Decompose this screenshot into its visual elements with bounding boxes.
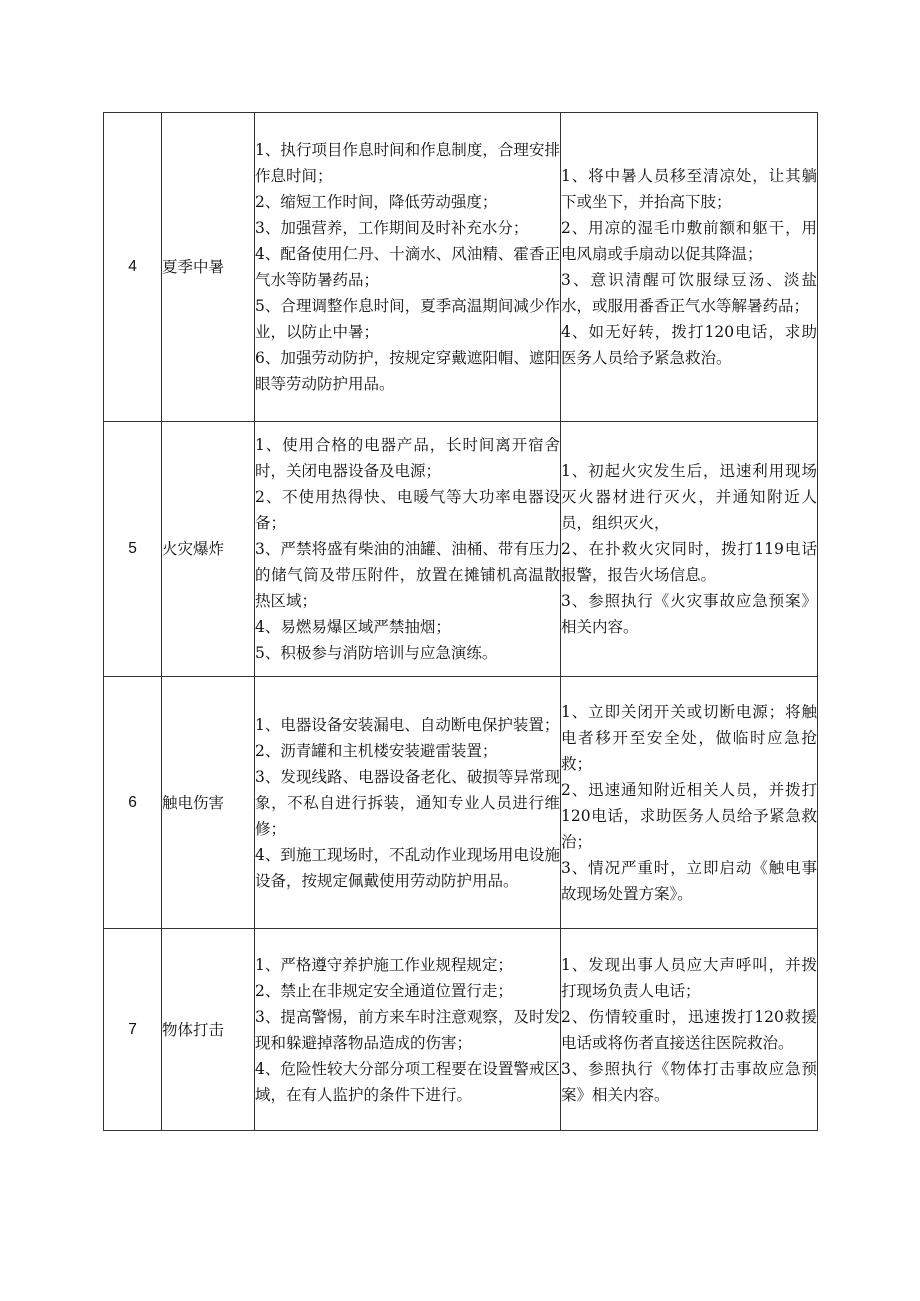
measure-item: 1、使用合格的电器产品，长时间离开宿舍时，关闭电器设备及电源； <box>255 436 560 480</box>
measure-item: 2、不使用热得快、电暖气等大功率电器设备； <box>255 488 560 532</box>
response-item: 3、参照执行《火灾事故应急预案》相关内容。 <box>561 592 817 636</box>
preventive-measures <box>255 113 561 422</box>
emergency-response <box>561 422 818 677</box>
row-number: 7 <box>104 929 162 1131</box>
measure-item: 4、危险性较大分部分项工程要在设置警戒区域，在有人监护的条件下进行。 <box>255 1059 560 1104</box>
measure-item: 1、执行项目作息时间和作息制度，合理安排作息时间； <box>255 141 560 185</box>
measure-item: 5、合理调整作息时间，夏季高温期间减少作业，以防止中暑； <box>255 297 560 341</box>
hazard-name: 物体打击 <box>162 929 255 1131</box>
measure-item: 1、电器设备安装漏电、自动断电保护装置； <box>255 715 560 734</box>
emergency-response <box>561 113 818 422</box>
measure-item: 3、加强营养，工作期间及时补充水分； <box>255 219 529 237</box>
response-item: 3、意识清醒可饮服绿豆汤、淡盐水，或服用番香正气水等解暑药品； <box>561 271 817 315</box>
row-number: 4 <box>104 113 162 422</box>
emergency-response <box>561 677 818 929</box>
measure-item: 1、严格遵守养护施工作业规程规定； <box>255 955 513 974</box>
preventive-measures <box>255 677 561 929</box>
response-item: 1、立即关闭开关或切断电源；将触电者移开至安全处，做临时应急抢救； <box>561 702 817 773</box>
table-row <box>104 422 818 677</box>
emergency-response <box>561 929 818 1131</box>
measure-item: 2、禁止在非规定安全通道位置行走； <box>255 981 513 1000</box>
row-number: 6 <box>104 677 162 929</box>
response-item: 3、情况严重时，立即启动《触电事故现场处置方案》。 <box>561 858 817 903</box>
table-row <box>104 113 818 422</box>
hazard-table <box>103 112 818 1131</box>
measure-item: 5、积极参与消防培训与应急演练。 <box>255 644 498 662</box>
response-item: 1、将中暑人员移至清凉处，让其躺下或坐下，并抬高下肢； <box>561 167 817 211</box>
preventive-measures <box>255 929 561 1131</box>
measure-item: 4、到施工现场时，不乱动作业现场用电设施设备，按规定佩戴使用劳动防护用品。 <box>255 845 560 890</box>
preventive-measures <box>255 422 561 677</box>
response-item: 1、初起火灾发生后，迅速利用现场灭火器材进行灭火，并通知附近人员，组织灭火， <box>561 462 817 532</box>
measure-item: 3、发现线路、电器设备老化、破损等异常现象，不私自进行拆装，通知专业人员进行维修； <box>255 767 560 838</box>
hazard-name: 触电伤害 <box>162 677 255 929</box>
measure-item: 4、易燃易爆区域严禁抽烟； <box>255 618 451 636</box>
hazard-name: 夏季中暑 <box>162 113 255 422</box>
response-item: 4、如无好转，拨打120电话，求助医务人员给予紧急救治。 <box>561 323 817 367</box>
response-item: 2、在扑救火灾同时，拨打119电话报警，报告火场信息。 <box>561 540 817 584</box>
response-item: 2、迅速通知附近相关人员，并拨打120电话，求助医务人员给予紧急救治； <box>561 780 817 851</box>
table-row <box>104 929 818 1131</box>
response-item: 3、参照执行《物体打击事故应急预案》相关内容。 <box>561 1059 817 1104</box>
response-item: 1、发现出事人员应大声呼叫，并拨打现场负责人电话； <box>561 955 817 1000</box>
measure-item: 2、缩短工作时间，降低劳动强度； <box>255 193 498 211</box>
table-row <box>104 677 818 929</box>
response-item: 2、伤情较重时，迅速拨打120救援电话或将伤者直接送往医院救治。 <box>561 1007 817 1052</box>
measure-item: 4、配备使用仁丹、十滴水、风油精、霍香正气水等防暑药品； <box>255 245 560 289</box>
measure-item: 3、提高警惕，前方来车时注意观察，及时发现和躲避掉落物品造成的伤害； <box>255 1007 560 1052</box>
row-number: 5 <box>104 422 162 677</box>
measure-item: 2、沥青罐和主机楼安装避雷装置； <box>255 741 498 760</box>
measure-item: 6、加强劳动防护，按规定穿戴遮阳帽、遮阳眼等劳动防护用品。 <box>255 349 560 393</box>
response-item: 2、用凉的湿毛巾敷前额和躯干，用电风扇或手扇动以促其降温； <box>561 219 817 263</box>
measure-item: 3、严禁将盛有柴油的油罐、油桶、带有压力的储气筒及带压附件，放置在摊铺机高温散热区域； <box>255 540 560 610</box>
hazard-name: 火灾爆炸 <box>162 422 255 677</box>
